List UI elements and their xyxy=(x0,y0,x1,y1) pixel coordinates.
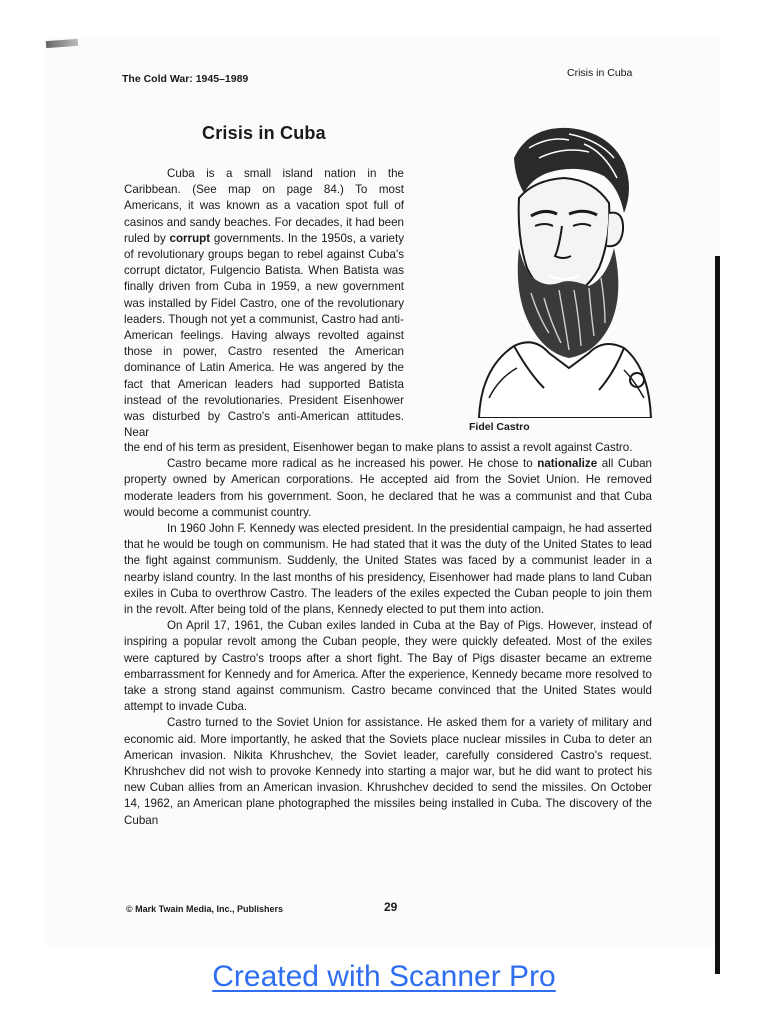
running-header-left: The Cold War: 1945–1989 xyxy=(122,73,249,85)
intro-paragraph: Cuba is a small island nation in the Caribbean. (See map on page 84.) To most Americans, it was known as a vacation spot full of casinos and sandy beaches. For decades, it had been ruled by corrupt governments. In the 1950s, a variety of revolutionary groups began to rebel against Cuba's corrupt dictator, Fulgencio Batista. When Batista was finally driven from Cuba in 1959, a new government was installed by Fidel Castro, one of the revolutionary leaders. Though not yet a communist, Castro had anti-American feelings. Having always revolted against those in power, Castro resented the American dominance of Latin America. He was angered by the fact that American leaders had supported Batista instead of the revolutionaries. President Eisenhower was disturbed by Castro's anti-American attitudes. Near xyxy=(124,167,404,440)
paragraph-3: In 1960 John F. Kennedy was elected president. In the presidential campaign, he had asserted that he would be tough on communism. He had stated that it was the duty of the United States to lead the fight against communism. Suddenly, the United States was faced by a communist leader in a nearby island country. In the last months of his presidency, Eisenhower had made plans to land Cuban exiles in Cuba to overthrow Castro. The leaders of the exiles expected the Cuban people to join them in the revolt. After being told of the plans, Kennedy elected to put them into action. xyxy=(124,522,652,617)
image-caption: Fidel Castro xyxy=(469,421,530,433)
paragraph-5: Castro turned to the Soviet Union for assistance. He asked them for a variety of military and economic aid. More importantly, he asked that the Soviets place nuclear missiles in Cuba to deter an American invasion. Nikita Khrushchev, the Soviet leader, carefully considered Castro's request. Khrushchev did not wish to provoke Kennedy into starting a major war, but he did want to protect his new Cuban allies from an American invasion. Khrushchev decided to send the missiles. On October 14, 1962, an American plane photographed the missiles being installed in Cuba. The discovery of the Cuban xyxy=(124,716,652,827)
scan-edge-shadow xyxy=(715,256,720,974)
intro-column xyxy=(124,166,404,441)
running-header-right: Crisis in Cuba xyxy=(567,67,633,79)
scanned-page xyxy=(44,38,720,946)
fidel-castro-portrait xyxy=(419,118,654,418)
scanner-pro-watermark[interactable]: Created with Scanner Pro xyxy=(212,960,556,993)
publisher-footer: © Mark Twain Media, Inc., Publishers xyxy=(126,904,284,914)
scan-artifact xyxy=(46,39,78,48)
paragraph-2: Castro became more radical as he increased his power. He chose to nationalize all Cuban property owned by American corporations. He accepted aid from the Soviet Union. He removed moderate leaders from his government. Soon, he declared that he was a communist and that Cuba would become a communist country. xyxy=(124,457,652,519)
paragraph-4: On April 17, 1961, the Cuban exiles landed in Cuba at the Bay of Pigs. However, instead of inspiring a popular revolt among the Cuban people, they were quickly defeated. Most of the exiles were captured by Castro's troops after a short fight. The Bay of Pigs disaster became an extreme embarrassment for Kennedy and for America. After the experience, Kennedy became more resolved to take a strong stand against communism. Castro became convinced that the United States would attempt to invade Cuba. xyxy=(124,619,652,714)
intro-continued: the end of his term as president, Eisenhower began to make plans to assist a revolt against Castro. xyxy=(124,441,633,454)
article-title: Crisis in Cuba xyxy=(202,123,326,143)
article-body xyxy=(124,440,652,829)
page-number: 29 xyxy=(384,900,398,914)
